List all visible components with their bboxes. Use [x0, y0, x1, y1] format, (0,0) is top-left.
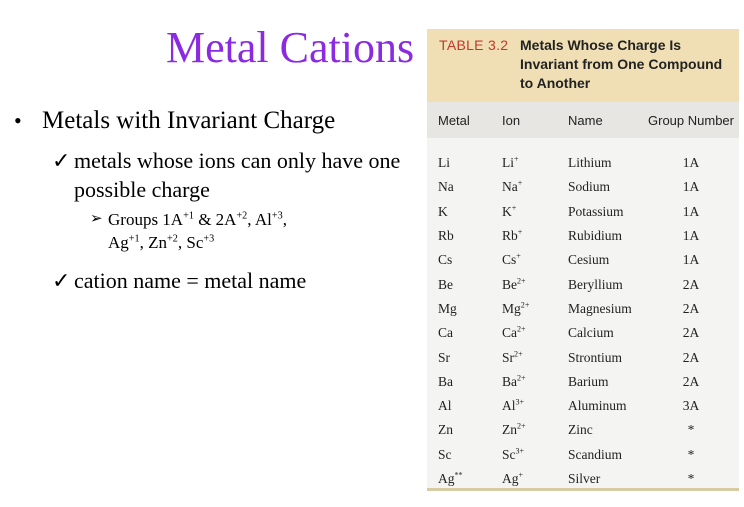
cell-group-number: 1A: [682, 252, 700, 268]
metal-symbol: Al: [438, 398, 452, 414]
cell-name: Potassium: [568, 203, 624, 219]
cell-name: Magnesium: [568, 300, 632, 316]
groups-text-ag: Ag: [108, 233, 129, 252]
cell-group-number: 1A: [682, 155, 700, 171]
table-body: [427, 138, 739, 491]
ion-symbol: Sr: [502, 349, 515, 365]
ion-charge: 3+: [515, 446, 525, 456]
metal-symbol: Li: [438, 155, 450, 171]
charge-2a: +2: [236, 210, 248, 222]
cell-ion: [495, 228, 561, 244]
metal-symbol: Na: [438, 179, 454, 195]
ion-symbol: Cs: [502, 252, 517, 268]
cell-ion: [495, 422, 561, 438]
cell-name: Zinc: [568, 422, 593, 438]
cell-ion: [495, 277, 561, 293]
ion-charge: 2+: [517, 373, 526, 383]
bullet-sub-2-text: cation name = metal name: [74, 268, 307, 293]
cell-metal: [427, 350, 495, 366]
cell-group-number: 2A: [682, 276, 700, 292]
cell-name: Beryllium: [568, 276, 623, 292]
cell-group-number: 2A: [682, 325, 700, 341]
ion-charge: +: [516, 251, 521, 261]
table-row: [427, 248, 739, 272]
ion-symbol: Sc: [502, 446, 516, 462]
ion-symbol: Rb: [502, 228, 518, 244]
cell-ion: [495, 179, 561, 195]
cell-metal: [427, 398, 495, 414]
bullet-main: [14, 104, 414, 138]
ion-charge: 2+: [514, 349, 523, 359]
cell-group-number: 2A: [682, 373, 700, 389]
bullet-main-text: Metals with Invariant Charge: [42, 107, 336, 134]
header-name: Name: [568, 112, 603, 128]
cell-metal: [427, 301, 495, 317]
cell-group-number: 3A: [682, 398, 700, 414]
cell-group-number: 1A: [682, 179, 700, 195]
cell-name: Cesium: [568, 252, 610, 268]
table-number: TABLE 3.2: [439, 37, 509, 53]
charge-zn: +2: [167, 233, 178, 245]
charge-1a: +1: [183, 210, 194, 222]
cell-ion: [495, 350, 561, 366]
table-caption: [427, 29, 739, 102]
ion-charge: +: [518, 470, 524, 480]
table-row: [427, 394, 739, 418]
checkmark-icon: ✓: [52, 268, 71, 293]
groups-text-zn: , Zn: [139, 233, 168, 252]
cell-ion: [495, 398, 561, 414]
cell-ion: [495, 471, 561, 487]
table-row: [427, 418, 739, 442]
cell-ion: [495, 301, 561, 317]
metals-table: [427, 29, 739, 491]
metal-symbol: Cs: [438, 252, 453, 268]
arrow-bullet-icon: ➢: [90, 211, 103, 227]
ion-charge: +: [514, 154, 519, 164]
groups-text-1a: Groups 1A: [108, 210, 184, 229]
table-row: [427, 321, 739, 345]
table-row: [427, 370, 739, 394]
cell-group-number: 1A: [682, 203, 700, 219]
cell-metal: [427, 277, 495, 293]
cell-name: Aluminum: [568, 398, 627, 414]
ion-symbol: Zn: [502, 422, 517, 438]
checkmark-icon: ✓: [52, 148, 71, 173]
cell-group-number: 2A: [682, 349, 700, 365]
metal-symbol: Ba: [438, 373, 453, 389]
bullet-groups: [14, 208, 414, 254]
table-row: [427, 443, 739, 467]
ion-symbol: K: [502, 203, 512, 219]
table-bottom-rule: [427, 488, 739, 491]
table-row: [427, 272, 739, 296]
bullet-sub-1: [14, 146, 414, 204]
cell-metal: [427, 374, 495, 390]
ion-symbol: Be: [502, 276, 517, 292]
slide-title: Metal Cations: [166, 23, 415, 72]
ion-charge: 2+: [517, 324, 526, 334]
groups-text-al: , Al: [247, 210, 272, 229]
cell-group-number: 1A: [682, 228, 700, 244]
table-row: [427, 224, 739, 248]
bullet-dot-icon: •: [14, 108, 22, 133]
metal-symbol: Mg: [438, 300, 457, 316]
cell-name: Silver: [568, 471, 601, 486]
cell-name: Calcium: [568, 325, 614, 341]
cell-group-number: 2A: [682, 300, 700, 316]
table-row: [427, 200, 739, 224]
metal-symbol: Ca: [438, 325, 453, 341]
header-ion: Ion: [502, 112, 521, 128]
metal-symbol: Sc: [438, 446, 452, 462]
ion-charge: +: [517, 178, 523, 188]
cell-metal: [427, 471, 495, 487]
cell-group-number: *: [687, 446, 695, 462]
groups-comma: ,: [282, 210, 287, 229]
cell-group-number: *: [687, 422, 695, 438]
cell-name: Sodium: [568, 179, 611, 195]
table-title: Metals Whose Charge Is Invariant from One Compound to Another: [520, 37, 723, 91]
cell-ion: [495, 374, 561, 390]
ion-symbol: Al: [502, 398, 516, 414]
metal-symbol: Ag: [438, 471, 455, 486]
groups-text-sc: , Sc: [177, 233, 204, 252]
cell-ion: [495, 447, 561, 463]
bullet-sub-2: [14, 266, 414, 295]
metal-symbol: Sr: [438, 349, 451, 365]
ion-charge: 3+: [515, 397, 525, 407]
cell-name: Barium: [568, 373, 609, 389]
cell-group-number: *: [687, 471, 695, 486]
charge-sc: +3: [203, 233, 215, 245]
cell-ion: [495, 325, 561, 341]
metal-symbol: Rb: [438, 228, 454, 244]
cell-metal: [427, 252, 495, 268]
cell-metal: [427, 204, 495, 220]
ion-symbol: Na: [502, 179, 518, 195]
cell-metal: [427, 447, 495, 463]
cell-metal: [427, 155, 495, 171]
ion-symbol: Ba: [502, 373, 517, 389]
footnote-mark: **: [454, 470, 463, 480]
charge-ag: +1: [128, 233, 140, 245]
ion-symbol: Ag: [502, 471, 519, 486]
charge-al: +3: [271, 210, 283, 222]
table-row: [427, 175, 739, 199]
bullet-sub-1-text: metals whose ions can only have one possible charge: [74, 148, 401, 202]
metal-symbol: Zn: [438, 422, 453, 438]
cell-name: Scandium: [568, 446, 622, 462]
ion-charge: +: [517, 227, 523, 237]
metal-symbol: Be: [438, 276, 453, 292]
ion-symbol: Mg: [502, 300, 521, 316]
ion-charge: 2+: [517, 421, 526, 431]
header-metal: Metal: [438, 112, 470, 128]
cell-metal: [427, 228, 495, 244]
bullet-list: [14, 104, 414, 295]
table-row: [427, 297, 739, 321]
cell-metal: [427, 325, 495, 341]
header-group-number: Group Number: [648, 112, 734, 128]
ion-charge: 2+: [520, 300, 530, 310]
cell-metal: [427, 179, 495, 195]
metal-symbol: K: [438, 203, 448, 219]
table-column-headers: [427, 102, 739, 138]
ion-charge: 2+: [517, 276, 526, 286]
cell-name: Lithium: [568, 155, 612, 171]
cell-metal: [427, 422, 495, 438]
ion-symbol: Ca: [502, 325, 517, 341]
cell-name: Strontium: [568, 349, 623, 365]
cell-ion: [495, 252, 561, 268]
ion-symbol: Li: [502, 155, 514, 171]
cell-ion: [495, 204, 561, 220]
groups-text-2a: & 2A: [193, 210, 237, 229]
table-row: [427, 151, 739, 175]
table-row: [427, 345, 739, 369]
cell-ion: [495, 155, 561, 171]
ion-charge: +: [511, 203, 517, 213]
cell-name: Rubidium: [568, 228, 623, 244]
